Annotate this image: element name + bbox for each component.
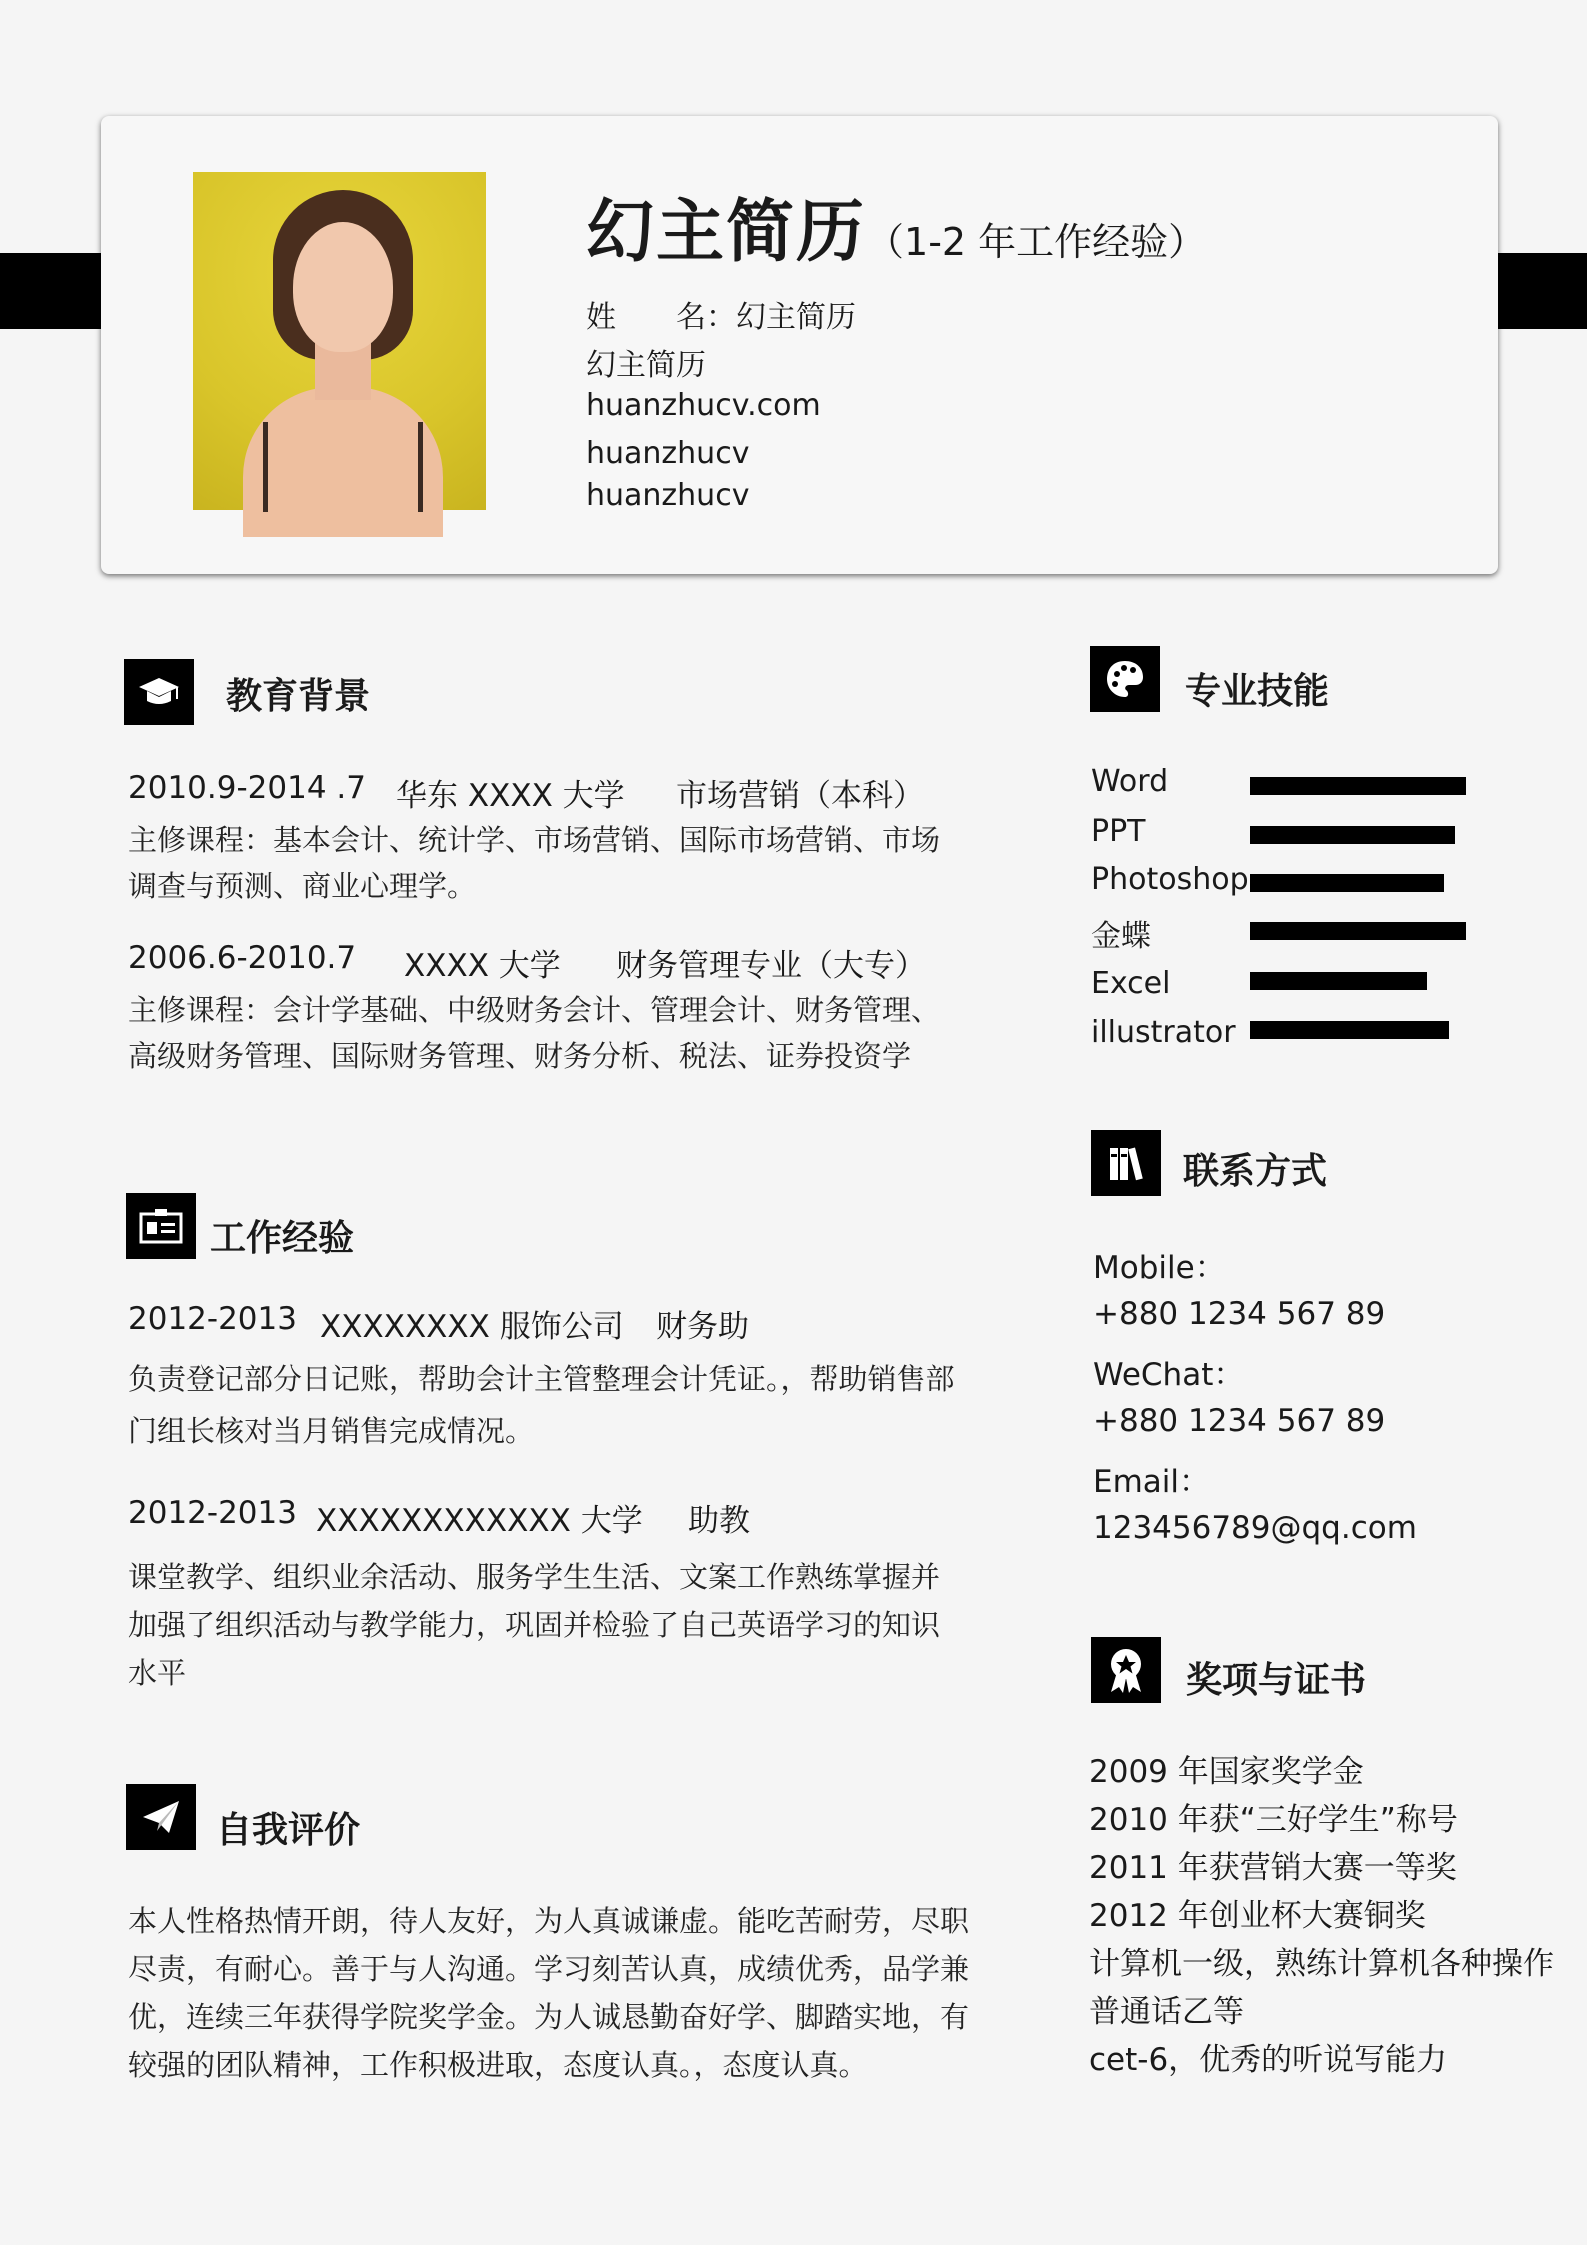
resume-name: 幻主简历: [586, 193, 867, 272]
work-2-company: XXXXXXXXXXXX 大学: [316, 1503, 643, 1539]
decorative-band-left: [0, 253, 110, 329]
contact-wechat: +880 1234 567 89: [1093, 1403, 1386, 1439]
skill-bar-photoshop: [1250, 874, 1444, 892]
award-item-2: 2010 年获“三好学生”称号: [1089, 1802, 1458, 1838]
decorative-band-right: [1495, 253, 1587, 329]
skill-bar-illustrator: [1250, 1021, 1449, 1039]
skill-label-kingdee: 金蝶: [1091, 919, 1151, 954]
work-1-desc-line-1: 负责登记部分日记账，帮助会计主管整理会计凭证。，帮助销售部: [128, 1362, 955, 1396]
skill-label-word: Word: [1091, 764, 1169, 799]
edu-2-courses-line-1: 主修课程：会计学基础、中级财务会计、管理会计、财务管理、: [128, 993, 941, 1027]
award-item-1: 2009 年国家奖学金: [1089, 1754, 1364, 1790]
contact-title: 联系方式: [1183, 1151, 1328, 1192]
info-handle: huanzhucv: [586, 436, 750, 471]
self-eval-line-4: 较强的团队精神，工作积极进取，态度认真。，态度认真。: [128, 2048, 868, 2082]
skill-label-ppt: PPT: [1091, 814, 1146, 849]
skill-bar-ppt: [1250, 826, 1455, 844]
skill-label-excel: Excel: [1091, 966, 1171, 1001]
skill-bar-kingdee: [1250, 922, 1466, 940]
work-1-desc-line-2: 门组长核对当月销售完成情况。: [128, 1414, 535, 1448]
edu-2-major: 财务管理专业（大专）: [616, 948, 926, 984]
award-item-3: 2011 年获营销大赛一等奖: [1089, 1850, 1457, 1886]
contact-wechat-label: WeChat：: [1093, 1357, 1245, 1393]
header-card: [101, 116, 1498, 574]
self-eval-line-2: 尽责，有耐心。善于与人沟通。学习刻苦认真，成绩优秀，品学兼: [128, 1952, 970, 1986]
palette-icon: [1090, 646, 1160, 712]
work-2-desc-line-2: 加强了组织活动与教学能力，巩固并检验了自己英语学习的知识: [128, 1608, 941, 1642]
info-website: huanzhucv.com: [586, 388, 821, 423]
edu-1-courses-line-2: 调查与预测、商业心理学。: [128, 869, 477, 903]
self-eval-line-1: 本人性格热情开朗，待人友好，为人真诚谦虚。能吃苦耐劳，尽职: [128, 1904, 970, 1938]
work-1-period: 2012-2013: [128, 1301, 297, 1337]
award-item-5: 计算机一级，熟练计算机各种操作: [1089, 1946, 1554, 1982]
edu-1-school: 华东 XXXX 大学: [396, 778, 625, 814]
edu-2-courses-line-2: 高级财务管理、国际财务管理、财务分析、税法、证券投资学: [128, 1039, 912, 1073]
contact-email-label: Email：: [1093, 1464, 1211, 1500]
edu-2-school: XXXX 大学: [404, 948, 561, 984]
books-icon: [1091, 1130, 1161, 1196]
skills-title: 专业技能: [1185, 671, 1330, 712]
work-2-desc-line-3: 水平: [128, 1656, 187, 1690]
work-2-period: 2012-2013: [128, 1495, 297, 1531]
graduation-cap-icon: [124, 659, 194, 725]
work-title: 工作经验: [210, 1218, 355, 1259]
contact-email: 123456789@qq.com: [1093, 1510, 1417, 1546]
edu-1-period: 2010.9-2014 .7: [128, 770, 366, 806]
work-1-company: XXXXXXXX 服饰公司: [320, 1309, 624, 1345]
skill-label-photoshop: Photoshop: [1091, 862, 1249, 897]
skill-label-illustrator: illustrator: [1091, 1015, 1236, 1050]
skill-bar-word: [1250, 777, 1466, 795]
work-2-desc-line-1: 课堂教学、组织业余活动、服务学生生活、文案工作熟练掌握并: [128, 1560, 941, 1594]
education-title: 教育背景: [226, 676, 371, 717]
self-eval-line-3: 优，连续三年获得学院奖学金。为人诚恳勤奋好学、脚踏实地，有: [128, 2000, 970, 2034]
contact-mobile: +880 1234 567 89: [1093, 1296, 1386, 1332]
id-card-icon: [126, 1193, 196, 1259]
award-item-4: 2012 年创业杯大赛铜奖: [1089, 1898, 1426, 1934]
resume-subtitle: （1-2 年工作经验）: [866, 220, 1207, 264]
profile-photo: [193, 172, 486, 510]
self-eval-title: 自我评价: [216, 1810, 361, 1851]
edu-2-period: 2006.6-2010.7: [128, 940, 357, 976]
work-2-role: 助教: [688, 1503, 750, 1539]
paper-plane-icon: [126, 1784, 196, 1850]
award-item-6: 普通话乙等: [1089, 1994, 1244, 2030]
resume-title: [586, 178, 1206, 275]
contact-mobile-label: Mobile：: [1093, 1250, 1226, 1286]
award-item-7: cet-6，优秀的听说写能力: [1089, 2042, 1448, 2078]
info-name-line: 姓 名：幻主简历: [586, 300, 856, 335]
skill-bar-excel: [1250, 972, 1427, 990]
info-line-5-clipped: huanzhucv: [586, 478, 750, 513]
edu-1-major: 市场营销（本科）: [676, 778, 924, 814]
awards-title: 奖项与证书: [1186, 1660, 1367, 1701]
info-line-2: 幻主简历: [586, 348, 706, 383]
edu-1-courses-line-1: 主修课程：基本会计、统计学、市场营销、国际市场营销、市场: [128, 823, 941, 857]
award-ribbon-icon: [1091, 1637, 1161, 1703]
work-1-role: 财务助: [656, 1309, 749, 1345]
